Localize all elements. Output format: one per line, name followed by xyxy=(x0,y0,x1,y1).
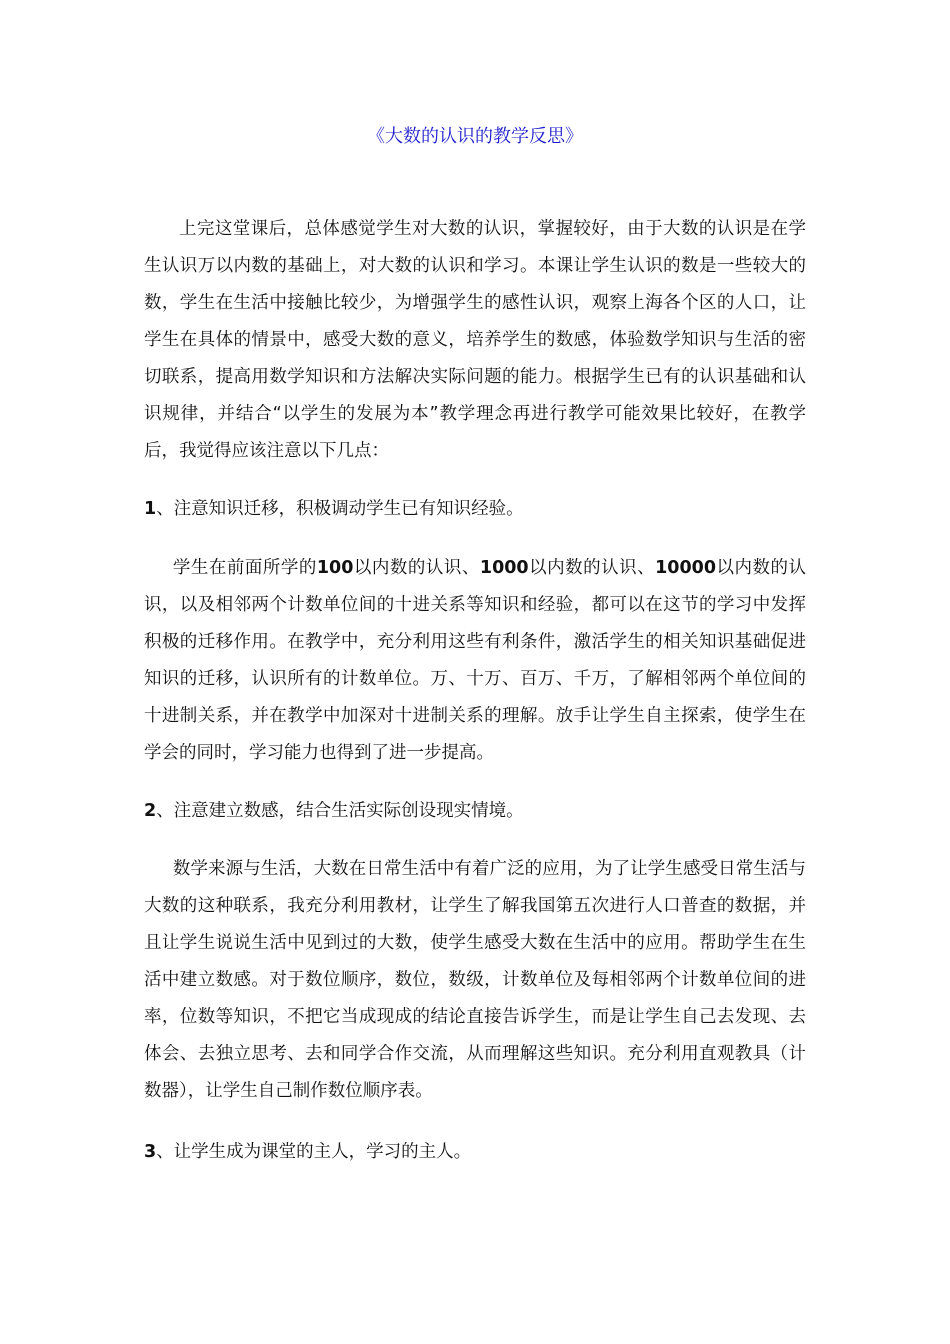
document-title: 《大数的认识的教学反思》 xyxy=(367,126,583,147)
number-1000: 1000 xyxy=(479,558,529,578)
section-3-heading xyxy=(144,1139,806,1165)
section-1-text-a: 学生在前面所学的 xyxy=(172,558,317,578)
intro-paragraph: 上完这堂课后，总体感觉学生对大数的认识，掌握较好，由于大数的认识是在学生认识万以内数的基础上，对大数的认识和学习。本课让学生认识的数是一些较大的数，学生在生活中接触比较少，为增强学生的感性认识，观察上海各个区的人口，让学生在具体的情景中，感受大数的意义，培养学生的数感，体验数学知识与生活的密切联系，提高用数学知识和方法解决实际问题的能力。根据学生已有的认识基础和认识规律，并结合“以学生的发展为本”教学理念再进行教学可能效果比较好，在教学后，我觉得应该注意以下几点： xyxy=(144,219,806,461)
number-100: 100 xyxy=(316,558,354,578)
section-1-heading-text: 、注意知识迁移，积极调动学生已有知识经验。 xyxy=(156,499,524,519)
section-3-number: 3 xyxy=(144,1142,157,1162)
section-1-heading xyxy=(144,496,806,522)
section-2-paragraph: 数学来源与生活，大数在日常生活中有着广泛的应用，为了让学生感受日常生活与大数的这种联系，我充分利用教材，让学生了解我国第五次进行人口普查的数据，并且让学生说说生活中见到过的大数，使学生感受大数在生活中的应用。帮助学生在生活中建立数感。对于数位顺序，数位，数级，计数单位及每相邻两个计数单位间的进率，位数等知识，不把它当成现成的结论直接告诉学生，而是让学生自己去发现、去体会、去独立思考、去和同学合作交流，从而理解这些知识。充分利用直观教具（计数器），让学生自己制作数位顺序表。 xyxy=(144,859,806,1101)
section-1-text-d: 以内数的认识，以及相邻两个计数单位间的十进关系等知识和经验，都可以在这节的学习中发挥积极的迁移作用。在教学中，充分利用这些有利条件，激活学生的相关知识基础促进知识的迁移，认识所有的计数单位。万、十万、百万、千万，了解相邻两个单位间的十进制关系，并在教学中加深对十进制关系的理解。放手让学生自主探索，使学生在学会的同时，学习能力也得到了进一步提高。 xyxy=(144,558,807,763)
section-2-heading-block xyxy=(144,798,806,824)
intro-block xyxy=(144,211,806,470)
section-2-number: 2 xyxy=(144,801,157,821)
section-1-text-b: 以内数的认识、 xyxy=(353,558,480,578)
section-3-heading-text: 、让学生成为课堂的主人，学习的主人。 xyxy=(156,1142,472,1162)
section-1-text-c: 以内数的认识、 xyxy=(528,558,656,578)
section-2-heading xyxy=(144,798,806,824)
number-10000: 10000 xyxy=(655,558,717,578)
section-2-heading-text: 、注意建立数感，结合生活实际创设现实情境。 xyxy=(156,801,524,821)
section-3-heading-block xyxy=(144,1139,806,1165)
section-1-number: 1 xyxy=(144,499,157,519)
section-1-body-block xyxy=(144,550,806,772)
section-1-heading-block xyxy=(144,496,806,522)
section-1-paragraph xyxy=(144,550,806,772)
section-2-body-block xyxy=(144,851,806,1110)
